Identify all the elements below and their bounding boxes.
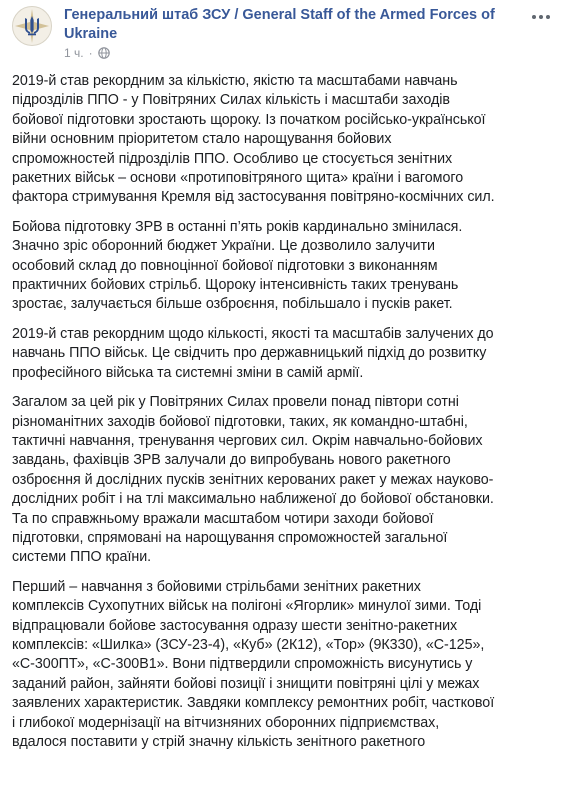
meta-separator: · (88, 46, 93, 60)
globe-icon[interactable] (98, 47, 110, 59)
post-paragraph: 2019-й став рекордним за кількістю, якістю та масштабами навчань підрозділів ППО - у Повітряних Силах кількість і масштаби заходів бойової підготовки зростають щороку. Із початком російсько-української війни основним пріоритетом стало нарощування бойових спроможностей підрозділів ППО. Особливо це стосується зенітних ракетних військ – основи «протиповітряного щита» країни і вагомого фактора стримування Кремля від застосування повітряно-космічних сил. (12, 73, 495, 206)
post-paragraph: Бойова підготовку ЗРВ в останні п’ять років кардинально змінилася. Значно зріс оборонний бюджет України. Це дозволило залучити особовий склад до повноцінної бойової підготовки з виконанням практичних бойових стрільб. Щороку інтенсивність таких тренувань зростає, залучається більше озброєння, побільшало і пусків ракет. (12, 218, 463, 313)
post-timestamp[interactable]: 1 ч. (64, 46, 84, 60)
post-paragraph: 2019-й став рекордним щодо кількості, якості та масштабів залучених до навчань ППО військ. Це свідчить про державницький підхід до розвитку професійного війська та системні зміни в самій армії. (12, 325, 494, 381)
post-options-button[interactable] (529, 8, 553, 26)
page-avatar[interactable] (12, 6, 52, 46)
page-name-link[interactable]: Генеральний штаб ЗСУ / General Staff of the Armed Forces of Ukraine (64, 7, 495, 42)
post-paragraph: Перший – навчання з бойовими стрільбами зенітних ракетних комплексів Сухопутних військ на полігоні «Ягорлик» минулої зими. Тоді відпрацювали бойове застосування одразу шести зенітно-ракетних комплексів: «Шилка» (ЗСУ-23-4), «Куб» (2К12), «Тор» (9К330), «С-125», «С-300ПТ», «С-300В1». Вони підтвердили спроможність висунутись у заданий район, зайняти бойові позиції і знищити повітряні цілі у межах заявлених характеристик. Завдяки комплексу ремонтних робіт, часткової і глибокої модернізації на вітчизняних оборонних підприємствах, вдалося поставити у стрій значну кількість зенітного ракетного (12, 578, 495, 750)
post-meta (64, 45, 110, 61)
post-paragraph: Загалом за цей рік у Повітряних Силах провели понад півтори сотні різноманітних заходів бойової підготовки, таких, як командно-штабні, тактичні навчання, тренування чергових сил. Окрім навчально-бойових завдань, фахівців ЗРВ залучали до випробувань нового ракетного озброєння й дослідних пусків зенітних керованих ракет у межах науково- дослідних робіт і на тлі максимально наближеної до бойової обстановки. Та по справжньому вражали масштабом чотири заходи бойової підготовки, спрямовані на нарощування спроможностей загальної системи ППО країни. (12, 394, 494, 566)
post-header (0, 0, 561, 72)
trident-emblem-icon (13, 7, 51, 45)
more-horizontal-icon (531, 14, 551, 20)
post-text (12, 72, 554, 762)
